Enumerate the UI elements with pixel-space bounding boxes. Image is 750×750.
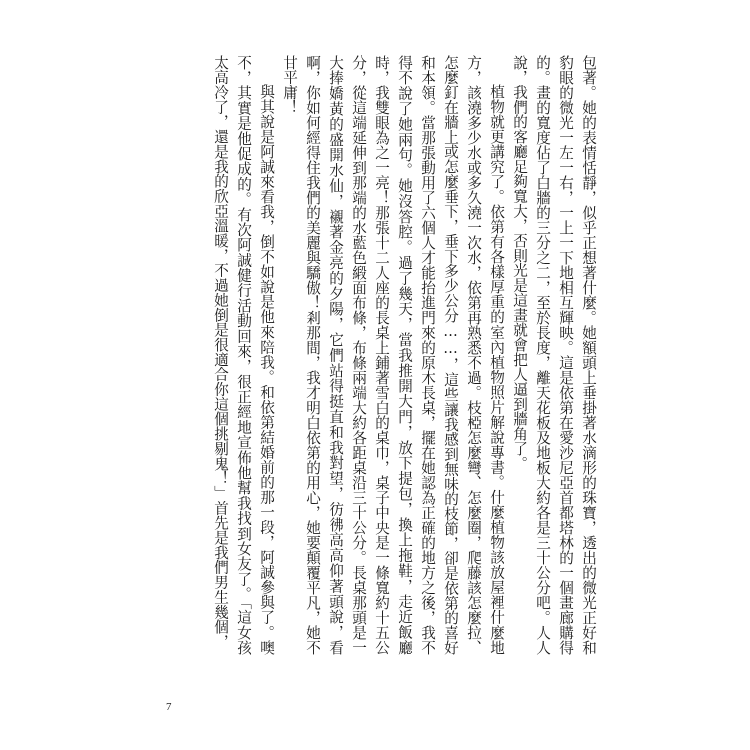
paragraph-2: 植物就更講究了。依第有各樣厚重的室內植物照片解說專書。什麼植物該放屋裡什麼地方，該澆多少水或多久澆一次水，依第再熟悉不過。枝椏怎麼彎、怎麼圈，爬藤該怎麼拉、怎麼釘在牆上或怎麼垂下，垂下多少公分……，這些讓我感到無味的枝節，卻是依第的喜好和本領。當那張動用了六個人才能抬進門來的原木長桌，擺在她認為正確的地方之後，我不得不說了她兩句。她沒答腔。過了幾天，當我推開大門，放下提包，換上拖鞋，走近飯廳時，我雙眼為之一亮！那張十二人座的長桌上鋪著雪白的桌巾，桌子中央是一條寬約十五公分，從這端延伸到那端的水藍色緞面布條，布條兩端大約各距桌沿三十公分。長桌那頭是一大捧嬌黃的盛開水仙，襯著金亮的夕陽，它們站得挺直和我對望，彷彿高高仰著頭說，看啊，你如何經得住我們的美麗與驕傲！剎那間，我才明白依第的用心，她要顛覆平凡，她不甘平庸！: [281, 55, 505, 655]
vertical-text-body: [152, 55, 600, 655]
paragraph-1: 包著。她的表情恬靜，似乎正想著什麼。她額頭上垂掛著水滴形的珠寶，透出的微光正好和豹眼的微光一左一右，一上一下地相互輝映。這是依第在愛沙尼亞首都塔林的一個畫廊購得的。畫的寬度佔了白牆的三分之二，至於長度，離天花板及地板大約各是三十公分吧。人人說，我們的客廳足夠寬大，否則光是這畫就會把人逼到牆角了。: [511, 55, 597, 655]
paragraph-3: 與其說是阿誠來看我，倒不如說是他來陪我。和依第結婚前的那一段，阿誠參與了。噢不，其實是他促成的。有次阿誠健行活動回來，很正經地宣佈他幫我找到女友了。「這女孩太高冷了，還是我的欣亞溫暖，不過她倒是很適合你這個挑剔鬼！」首先是我們男生幾個，: [212, 55, 275, 655]
page-number: 7: [166, 701, 172, 713]
